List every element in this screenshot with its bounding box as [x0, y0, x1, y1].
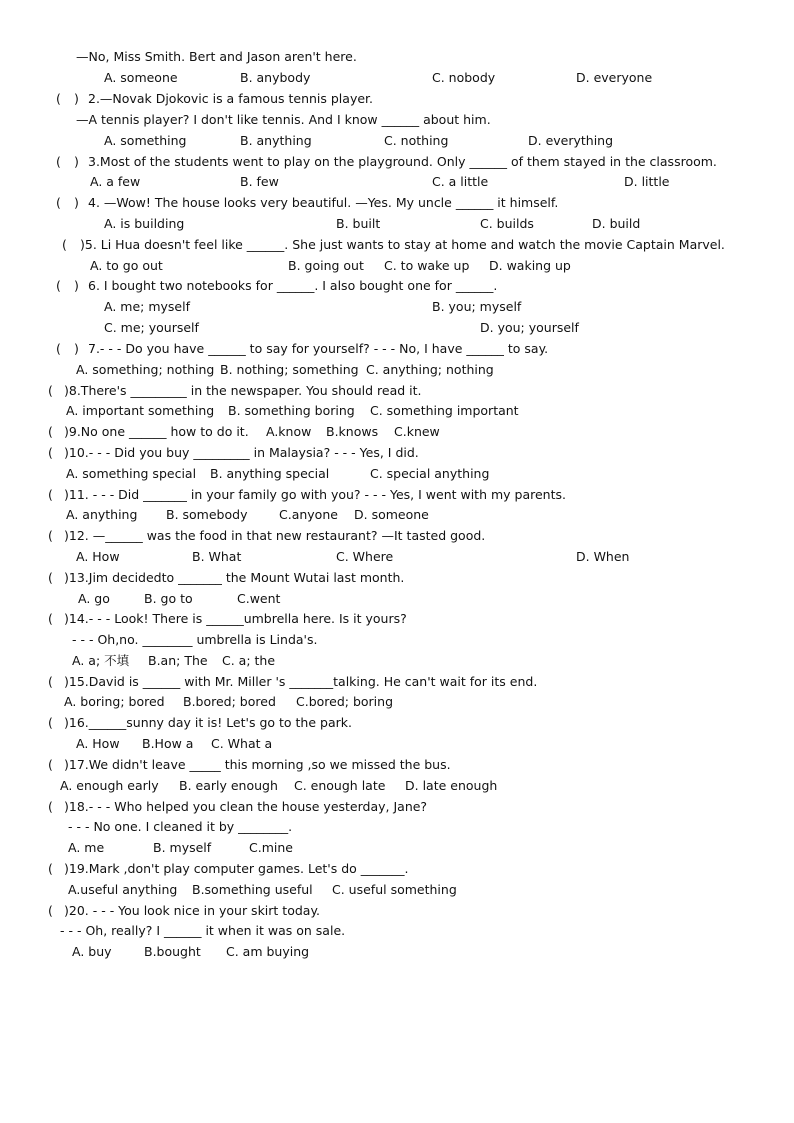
text-segment: C. to wake up	[384, 258, 470, 273]
text-segment: (	[62, 237, 67, 252]
text-segment: (	[48, 757, 53, 772]
text-line	[0, 360, 794, 380]
text-segment: D. little	[624, 174, 670, 189]
text-line	[0, 547, 794, 567]
text-line	[0, 464, 794, 484]
text-segment: 4. —Wow! The house looks very beautiful. —Yes. My uncle ______ it himself.	[88, 195, 559, 210]
text-segment: A. me	[68, 840, 105, 855]
text-segment: (	[48, 487, 53, 502]
text-segment: )17.We didn't leave _____ this morning ,so we missed the bus.	[64, 757, 451, 772]
text-segment: A. is building	[104, 216, 185, 231]
text-line	[0, 672, 794, 692]
text-line	[0, 609, 794, 629]
text-line	[0, 755, 794, 775]
text-segment: C. What a	[211, 736, 273, 751]
text-line	[0, 526, 794, 546]
text-segment: )19.Mark ,don't play computer games. Let's do _______.	[64, 861, 409, 876]
text-line	[0, 651, 794, 671]
text-segment: (	[56, 91, 61, 106]
text-segment: B. anything	[240, 133, 312, 148]
text-segment: B.bought	[144, 944, 201, 959]
text-segment: D. build	[592, 216, 641, 231]
text-segment: A. something; nothing	[76, 362, 215, 377]
text-line	[0, 47, 794, 67]
text-segment: )12. —______ was the food in that new restaurant? —It tasted good.	[64, 528, 486, 543]
text-segment: C. builds	[480, 216, 534, 231]
text-segment: )8.There's _________ in the newspaper. You should read it.	[64, 383, 422, 398]
text-line	[0, 256, 794, 276]
text-segment: C.knew	[394, 424, 440, 439]
text-line	[0, 89, 794, 109]
text-segment: B.How a	[142, 736, 194, 751]
text-line	[0, 589, 794, 609]
text-segment: )16.______sunny day it is! Let's go to the park.	[64, 715, 352, 730]
text-segment: 2.—Novak Djokovic is a famous tennis player.	[88, 91, 373, 106]
text-segment: D. waking up	[489, 258, 571, 273]
text-segment: 6. I bought two notebooks for ______. I also bought one for ______.	[88, 278, 498, 293]
text-segment: (	[48, 861, 53, 876]
text-segment: A. someone	[104, 70, 178, 85]
text-line	[0, 817, 794, 837]
text-segment: A. something special	[66, 466, 197, 481]
text-segment: (	[48, 528, 53, 543]
text-segment: A. a few	[90, 174, 141, 189]
text-segment: C. useful something	[332, 882, 457, 897]
text-segment: B. going out	[288, 258, 364, 273]
text-segment: )	[74, 154, 79, 169]
text-segment: B. somebody	[166, 507, 248, 522]
text-line	[0, 422, 794, 442]
text-line	[0, 880, 794, 900]
text-segment: C. nothing	[384, 133, 449, 148]
text-line	[0, 838, 794, 858]
text-segment: B. few	[240, 174, 279, 189]
text-segment: A. boring; bored	[64, 694, 165, 709]
text-segment: D. late enough	[405, 778, 498, 793]
text-segment: )20. - - - You look nice in your skirt today.	[64, 903, 321, 918]
text-segment: C. anything; nothing	[366, 362, 494, 377]
text-segment: B.knows	[326, 424, 379, 439]
text-segment: B. go to	[144, 591, 193, 606]
text-segment: (	[48, 903, 53, 918]
text-segment: C.went	[237, 591, 281, 606]
text-segment: )13.Jim decidedto _______ the Mount Wutai last month.	[64, 570, 405, 585]
text-segment: C.anyone	[279, 507, 338, 522]
text-segment: B. myself	[153, 840, 212, 855]
text-segment: 3.Most of the students went to play on the playground. Only ______ of them stayed in the classroom.	[88, 154, 717, 169]
text-segment: D. someone	[354, 507, 429, 522]
text-line	[0, 110, 794, 130]
text-line	[0, 734, 794, 754]
text-segment: - - - No one. I cleaned it by ________.	[68, 819, 293, 834]
text-segment: (	[56, 154, 61, 169]
text-segment: A. important something	[66, 403, 215, 418]
text-segment: )15.David is ______ with Mr. Miller 's _______talking. He can't wait for its end.	[64, 674, 538, 689]
text-segment: C. me; yourself	[104, 320, 199, 335]
text-segment: C. am buying	[226, 944, 310, 959]
text-segment: A. a; 不填	[72, 653, 130, 668]
text-line	[0, 214, 794, 234]
text-line	[0, 568, 794, 588]
text-line	[0, 443, 794, 463]
text-segment: A. go	[78, 591, 110, 606]
text-segment: C.bored; boring	[296, 694, 394, 709]
text-segment: )18.- - - Who helped you clean the house yesterday, Jane?	[64, 799, 428, 814]
text-line	[0, 276, 794, 296]
text-line	[0, 797, 794, 817]
text-segment: A. How	[76, 736, 120, 751]
text-line	[0, 692, 794, 712]
text-segment: C. a; the	[222, 653, 276, 668]
text-segment: B.an; The	[148, 653, 208, 668]
text-segment: )10.- - - Did you buy _________ in Malaysia? - - - Yes, I did.	[64, 445, 419, 460]
text-segment: (	[56, 341, 61, 356]
text-line	[0, 713, 794, 733]
text-segment: A.useful anything	[68, 882, 178, 897]
text-line	[0, 381, 794, 401]
text-line	[0, 297, 794, 317]
text-segment: (	[48, 799, 53, 814]
text-segment: —No, Miss Smith. Bert and Jason aren't here.	[76, 49, 357, 64]
text-segment: C. something important	[370, 403, 519, 418]
text-segment: D. everything	[528, 133, 614, 148]
text-segment: )	[74, 195, 79, 210]
text-line	[0, 235, 794, 255]
text-segment: (	[48, 715, 53, 730]
text-segment: )5. Li Hua doesn't feel like ______. She just wants to stay at home and watch the movie Captain Marvel.	[80, 237, 725, 252]
text-segment: (	[56, 278, 61, 293]
text-line	[0, 901, 794, 921]
text-segment: B.something useful	[192, 882, 313, 897]
text-segment: )14.- - - Look! There is ______umbrella here. Is it yours?	[64, 611, 407, 626]
text-segment: (	[48, 383, 53, 398]
text-segment: A. to go out	[90, 258, 163, 273]
text-segment: A. me; myself	[104, 299, 190, 314]
text-line	[0, 193, 794, 213]
text-line	[0, 318, 794, 338]
text-segment: )9.No one ______ how to do it.	[64, 424, 249, 439]
text-segment: 7.- - - Do you have ______ to say for yourself? - - - No, I have ______ to say.	[88, 341, 549, 356]
text-segment: C. a little	[432, 174, 489, 189]
text-segment: - - - Oh,no. ________ umbrella is Linda's.	[72, 632, 318, 647]
text-segment: C. enough late	[294, 778, 386, 793]
text-line	[0, 921, 794, 941]
text-segment: B. anything special	[210, 466, 330, 481]
text-line	[0, 152, 794, 172]
text-segment: C. Where	[336, 549, 394, 564]
text-line	[0, 485, 794, 505]
text-segment: A. enough early	[60, 778, 159, 793]
text-line	[0, 68, 794, 88]
text-segment: C. special anything	[370, 466, 490, 481]
text-segment: B. What	[192, 549, 242, 564]
text-segment: - - - Oh, really? I ______ it when it was on sale.	[60, 923, 346, 938]
text-segment: B. nothing; something	[220, 362, 359, 377]
text-line	[0, 401, 794, 421]
text-segment: A. How	[76, 549, 120, 564]
text-segment: A.know	[266, 424, 312, 439]
text-segment: )	[74, 278, 79, 293]
text-line	[0, 630, 794, 650]
text-segment: )	[74, 341, 79, 356]
text-segment: D. you; yourself	[480, 320, 579, 335]
text-segment: B. something boring	[228, 403, 355, 418]
text-line	[0, 776, 794, 796]
text-line	[0, 131, 794, 151]
text-line	[0, 172, 794, 192]
text-segment: (	[48, 674, 53, 689]
text-line	[0, 859, 794, 879]
text-segment: (	[48, 611, 53, 626]
text-segment: D. everyone	[576, 70, 653, 85]
text-segment: A. buy	[72, 944, 112, 959]
text-segment: B. you; myself	[432, 299, 522, 314]
text-segment: (	[48, 445, 53, 460]
text-segment: )11. - - - Did _______ in your family go with you? - - - Yes, I went with my parents.	[64, 487, 566, 502]
text-line	[0, 505, 794, 525]
text-segment: )	[74, 91, 79, 106]
text-line	[0, 339, 794, 359]
text-segment: C.mine	[249, 840, 293, 855]
text-segment: —A tennis player? I don't like tennis. And I know ______ about him.	[76, 112, 491, 127]
text-segment: A. something	[104, 133, 187, 148]
text-segment: B.bored; bored	[183, 694, 276, 709]
text-segment: D. When	[576, 549, 630, 564]
text-segment: (	[48, 424, 53, 439]
text-line	[0, 942, 794, 962]
text-segment: (	[56, 195, 61, 210]
text-segment: B. early enough	[179, 778, 278, 793]
text-segment: C. nobody	[432, 70, 496, 85]
text-segment: B. anybody	[240, 70, 311, 85]
text-segment: A. anything	[66, 507, 138, 522]
text-segment: B. built	[336, 216, 381, 231]
text-segment: (	[48, 570, 53, 585]
